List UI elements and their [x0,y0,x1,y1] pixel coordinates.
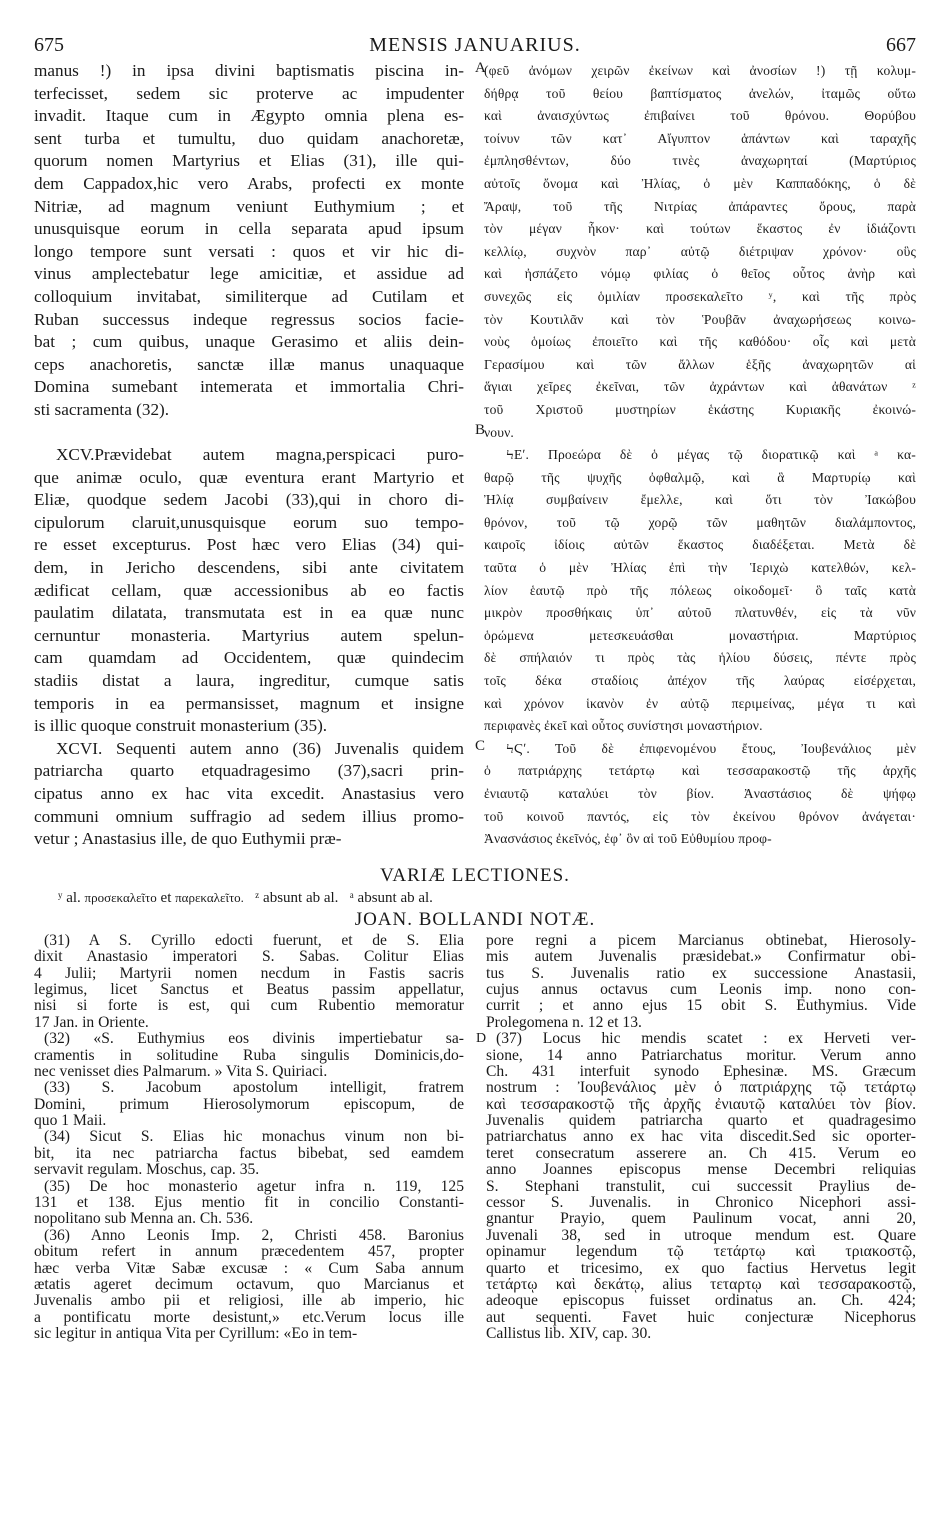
latin-line: colloquium invitabat, similiterque ad Cutilam et [34,286,464,306]
greek-line: τοῖς δέκα σταδίοις ἀπέχον τῆς λαύρας εἰσέρχεται, [484,673,916,689]
greek-line: ἅγιαι χεῖρες ἐκεῖναι, τῶν ἀχράντων καὶ ἀθανάτων ᶻ [484,379,916,395]
note-line: teret consecratum asserere an. Ch 415. Verum eo [486,1145,916,1162]
greek-line: κελλίῳ, συχνὸν παρ᾽ αὐτῷ διέτριψαν χρόνον· οὓς [484,243,916,259]
note-line: currit ; et anno ejus 15 obit S. Euthymius. Vide [486,998,916,1015]
greek-line: τοῦ κοινοῦ παντός, εἰς τὸν ἐκείνου θρόνον ἀνάγεται· [484,808,916,824]
latin-line: ædificat cellam, quæ accessionibus ab eo factis [34,580,464,600]
greek-line: ϞϚʹ. Τοῦ δὲ ἐπιφενομένου ἔτους, Ἰουβενάλιος μὲν [506,740,916,756]
notes-left-column [34,933,464,1343]
note-line: sione, 14 anno Patriarchatus moritur. Verum anno [486,1047,916,1064]
greek-line: θρόνον, τοῦ τῷ χορῷ τῶν μαθητῶν διαλάμποντος, [484,514,916,530]
note-line: anno Joannes episcopus mense Decembri reliquias [486,1162,916,1179]
greek-line: Γερασίμου καὶ τῶν ἄλλων ἑξῆς ἀναχωρητῶν αἱ [484,356,916,372]
latin-line: XCV.Prævidebat autem magna,perspicaci puro- [56,445,464,465]
greek-line: τοίνυν τῶν κατ᾽ Αἴγυπτον ἁπάντων καὶ ταραχῆς [484,130,916,146]
latin-line: cam quamdam ad Occidentem, quæ quindecim [34,648,464,668]
note-line: dixit Anastasio imperatori S. Sabas. Colitur Elias [34,949,464,966]
latin-line: temporis in ea permansisset, magnum et insigne [34,693,464,713]
greek-line: περιφανὲς ἐκεῖ καὶ οὗτος συνίστησι μοναστήριον. [484,718,763,734]
latin-line: vetur ; Anastasius ille, de quo Euthymii præ- [34,829,342,849]
note-line: nisi si forte is est, qui cum Rubentio memoratur [34,998,464,1015]
note-line: aut sequenti. Favet huic conjecturæ Nicephorus [486,1309,916,1326]
note-line: gnantur Prayio, quem Paulinum vocat, anni 20, [486,1211,916,1228]
latin-line: quorum nomen Martyrius et Elias (31), ille qui- [34,151,464,171]
note-line: (35) De hoc monasterio agetur infra n. 119, 125 [44,1178,464,1195]
note-line: opinamur legendum τῷ τετάρτῳ καὶ τριακοστῷ, [486,1244,916,1261]
greek-line: συνεχῶς εἰς ὁμιλίαν προσεκαλεῖτο ʸ, καὶ τῆς πρὸς [484,288,916,304]
latin-line: vinus amplectebatur lege amicitiæ, et assidue ad [34,264,464,284]
greek-line: δὲ σπήλαιόν τι πρὸς τὰς ἡλίου δύσεις, πέντε πρὸς [484,650,916,666]
running-title: MENSIS JANUARIUS. [369,34,581,56]
note-line: pore regni a picem Marcianus obtinebat, Hierosoly- [486,932,916,949]
notes-right-column [486,933,916,1343]
note-line: legimus, licet Sanctus et Beatus passim appellatur, [34,981,464,998]
note-line: 17 Jan. in Oriente. [34,1014,149,1031]
greek-line: νουν. [484,424,514,440]
note-line: tus S. Juvenalis ratio ex successione Anastasii, [486,965,916,982]
greek-line: μικρὸν προσθήκαις ὑπ᾽ αὐτοῦ πλατυνθέν, εἰς τὰ νῦν [484,605,916,621]
note-line: a pontificatu morte desistunt,» etc.Verum locus ille [34,1309,464,1326]
latin-line: longo tempore sunt versati : quos et vir hic di- [34,241,464,261]
note-line: (31) A S. Cyrillo edocti fuerunt, et de S. Elia [44,932,464,949]
latin-line: cernuntur monasteria. Martyrius autem spelun- [34,625,464,645]
latin-line: Nitriæ, ad magnum veniunt Euthymium ; et [34,196,464,216]
note-line: Juvenalis ambo pii et religiosi, ille ab imperio, hic [34,1293,464,1310]
greek-line: καιροῖς ἰδίοις αὐτῶν ἕκαστος διαδέξεται. Μετὰ δὲ [484,537,916,553]
greek-line: (φεῦ ἀνόμων χειρῶν ἐκείνων καὶ ἀνοσίων !) τῇ κολυμ- [484,63,916,78]
greek-line: ἐνιαυτῷ καταλύει τὸν βίον. Ἀναστάσιος δὲ ψήφῳ [484,786,916,801]
note-line: Ch. 431 interfuit synodo Ephesinæ. MS. Græcum [486,1063,916,1080]
greek-line: ὁ πατριάρχης τετάρτῳ καὶ τεσσαρακοστῷ τῆς ἀρχῆς [484,763,916,779]
page [34,26,916,1343]
latin-line: stadiis distat a laura, ingreditur, cumque satis [34,671,464,691]
note-line: hæc verba Vitæ Sabæ excusæ : « Cum Saba annum [34,1260,464,1277]
note-line: 131 et 138. Ejus mentio fit in concilio Constanti- [34,1195,464,1212]
variant-y-greek-alt: παρεκαλεῖτο. [175,889,244,905]
note-line: (33) S. Jacobum apostolum intelligit, fratrem [44,1080,464,1097]
latin-line: patriarcha quarto etquadragesimo (37),sacri prin- [34,761,464,781]
note-line: ætatis ageret decimum octavum, quo Marcianus et [34,1276,464,1293]
note-line: Prolegomena n. 12 et 13. [486,1014,642,1031]
latin-line: is illic quoque construit monasterium (35). [34,716,328,736]
note-line: Domini, primum Hierosolymorum episcopum, de [34,1096,464,1113]
greek-line: Ἄραψ, τοῦ τῆς Νιτρίας ἀπάραντες ὄρους, παρὰ [484,198,916,214]
variae-lectiones-title: VARIÆ LECTIONES. [380,864,570,886]
latin-line: dem, in Jericho descendens, sibi ante civitatem [34,558,464,578]
greek-line: λίον ἑαυτῷ πρὸ τῆς πόλεως οἰκοδομεῖ· ὃ ταῖς κατὰ [484,582,916,598]
greek-line: νοὺς ὁμοίως ἐποιεῖτο καὶ τῆς καθόδου· οἷς καὶ μετὰ [484,334,916,350]
latin-line: bat ; cum quibus, unaque Gerasimo et aliis dein- [34,332,464,352]
latin-line: manus !) in ipsa divini baptismatis piscina in- [34,61,464,80]
margin-letter-b: B [475,422,486,438]
variant-y-et: et [160,889,172,906]
variant-a-note: ᵃ absunt ab al. [349,889,433,906]
latin-line: unusquisque eorum in cella separata apud ipsum [34,219,464,239]
note-line: nec venisset dies Palmarum. » Vita S. Quiriaci. [34,1063,328,1080]
note-line: mis autem Juvenalis præsidebat.» Confirmatur obi- [486,949,916,966]
greek-line: ταῦτα ὁ μὲν Ἠλίας ἐπὶ τὴν Ἱεριχὼ κατελθών, κελ- [484,560,916,576]
latin-column [34,60,464,851]
latin-line: ceps anachoretis, sanctæ illæ manus unaquaque [34,354,464,374]
greek-line: καὶ ἀναισχύντως ἐπιβαίνει τοῦ θρόνου. Θορύβου [484,108,916,124]
note-line: bit, ita nec patriarcha factus bibebat, sed eamdem [34,1145,464,1162]
latin-line: re esset excepturus. Post hæc vero Elias (34) qui- [34,535,464,555]
latin-line: sent turba et tumultu, duo quidam anachoretæ, [34,128,464,148]
note-line: καὶ τεσσαρακοστῷ τῆς ἀρχῆς ἐνιαυτῷ καταλύει τὸν βίον. [486,1096,916,1113]
latin-line: dem Cappadox,hic vero Arabs, profecti ex monte [34,173,464,193]
latin-line: cipulorum claruit,unusquisque eorum suo tempo- [34,512,464,532]
latin-line [34,422,464,445]
note-line: sic legitur in antiqua Vita per Cyrillum: «Eo in tem- [34,1326,358,1343]
latin-line: cipatus anno ex hac vita excedit. Anastasius vero [34,784,464,803]
greek-line: ἐμπλησθέντων, δύο τινὲς ἀναχωρηταί (Μαρτύριος [484,153,916,169]
note-line: nostrum : Ἰουβενάλιος μὲν ὁ πατριάρχης τῷ τετάρτῳ [486,1080,916,1097]
variant-y-mark: ʸ al. [58,889,81,906]
note-line: S. Stephani transtulit, cui successit Praylius de- [486,1178,916,1195]
latin-line: Eliæ, quodque sedem Jacobi (33),qui in choro di- [34,490,464,510]
greek-line: τοῦ Χριστοῦ μυστηρίων ἑκάστης Κυριακῆς ἐκοινώ- [484,401,916,417]
main-text [34,60,916,851]
note-line: Callistus lib. XIV, cap. 30. [486,1326,652,1343]
note-line: quo 1 Maii. [34,1113,107,1130]
page-number-right: 667 [886,34,916,56]
greek-line: καὶ χρόνον ἱκανὸν ἐν αὐτῷ περιμείνας, μέγα τι καὶ [484,695,916,711]
variant-z-note: ᶻ absunt ab al. [255,889,339,906]
margin-letter-d: D [476,1030,487,1046]
margin-letter-a: A [475,60,486,76]
variant-y-greek: προσεκαλεῖτο [84,889,157,905]
notes-title: JOAN. BOLLANDI NOTÆ. [354,908,596,930]
latin-line: Domina sumebant intemerata et immortalia Chri- [34,377,464,397]
greek-line: αὐτοῖς ὄνομα καὶ Ἠλίας, ὁ μὲν Καππαδόκης, ὁ δὲ [484,175,916,191]
note-line: 4 Julii; Martyrii nomen necdum in Fastis sacris [34,965,464,982]
latin-line: terfecisset, sedem sic proterve ac impudenter [34,83,464,103]
note-line: (37) Locus hic mendis scatet : ex Herveti ver- [496,1031,916,1048]
greek-column [484,60,916,851]
running-head [34,26,916,60]
latin-line: que animæ oculo, quæ eventura erant Martyrio et [34,467,464,487]
note-line: adeoque episcopus fuisset ordinatus an. Ch. 424; [486,1293,916,1310]
note-line: τετάρτῳ καὶ δεκάτῳ, alius τεταρτῳ καὶ τεσσαρακοστῷ, [486,1276,916,1293]
latin-line: sti sacramenta (32). [34,399,170,419]
bollandi-notes [34,933,916,1343]
variant-readings [34,887,916,909]
greek-line: καὶ ἠσπάζετο νόμῳ φιλίας ὁ θεῖος οὗτος ἀνὴρ καὶ [484,266,916,282]
note-line: obitum refert in annum præcedentem 457, propter [34,1244,464,1261]
note-line: quarto et tricesimo, ex quo factius Hervetus legit [486,1260,916,1277]
note-line: cramentis in solitudine Ruba singulis Dominicis,do- [34,1047,464,1064]
latin-line: communi omnium suffragio ad sedem illius promo- [34,806,464,826]
greek-line: δήθρᾳ τοῦ θείου βαπτίσματος ἀνελών, ἰταμῶς οὕτω [484,85,916,101]
note-line: Juvenalis quidem patriarcha quarto et quadragesimo [486,1113,916,1130]
greek-line: θαρῷ τῆς ψυχῆς ὀφθαλμῷ, καὶ ἃ Μαρτυρίῳ καὶ [484,469,916,485]
page-number-left: 675 [34,34,64,56]
latin-line: paulatim dilatata, transmutata est in ea quæ nunc [34,603,464,623]
margin-letter-c: C [475,738,486,754]
note-line: cessor S. Juvenalis. in Chronico Nicephori assi- [486,1195,916,1212]
greek-line: ϞΕʹ. Προεώρα δὲ ὁ μέγας τῷ διορατικῷ καὶ ᵃ κα- [506,447,916,463]
note-line: servavit regulam. Moschus, cap. 35. [34,1162,260,1179]
note-line: (36) Anno Leonis Imp. 2, Christi 458. Baronius [44,1227,464,1244]
greek-line: Ἠλίᾳ συμβαίνειν ἔμελλε, καὶ ὅτι τὸν Ἰακώβου [484,492,916,508]
greek-line: τὸν Κουτιλᾶν καὶ τὸν Ῥουβᾶν ἀναχωρήσεως κοινω- [484,311,916,327]
latin-line: invadit. Itaque cum in Ægypto omnia plena es- [34,106,464,126]
greek-line: τὸν μέγαν ἧκον· καὶ τούτων ἕκαστος ἐν ἰδιάζοντι [484,221,916,237]
greek-line: ὁρώμενα μετεσκευάσθαι μοναστήρια. Μαρτύριος [484,627,916,643]
note-line: (32) «S. Euthymius eos divinis impertiebatur sa- [44,1031,464,1048]
note-line: nopolitano sub Menna an. Ch. 536. [34,1211,254,1228]
note-line: cujus annus octavus cum Leonis imp. nono con- [486,981,916,998]
note-line: Juvenali 38, sed in utroque mendum est. Quare [486,1227,916,1244]
note-line: patriarchatus anno ex hac vita discedit.Sed sic oporter- [486,1129,916,1146]
greek-line: Ἀνασνάσιος ἐκεῖνός, ἐφ᾽ ὃν αἱ τοῦ Εὐθυμίου προφ- [484,831,772,847]
latin-line: Ruban successus indeque regressus socios facie- [34,309,464,329]
note-line: (34) Sicut S. Elias hic monachus vinum non bi- [44,1129,464,1146]
latin-line: XCVI. Sequenti autem anno (36) Juvenalis quidem [56,738,464,758]
